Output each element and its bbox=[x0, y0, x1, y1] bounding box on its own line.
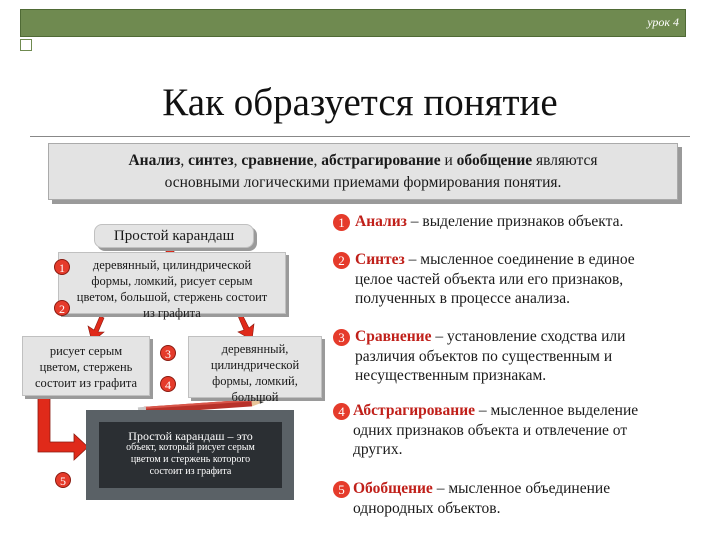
term-text: – выделение признаков объекта. bbox=[406, 213, 624, 230]
term-name: Сравнение bbox=[355, 328, 432, 345]
intro-sep: , bbox=[313, 152, 322, 169]
term-text: – мысленное соединение в единое bbox=[404, 251, 635, 268]
intro-sep: , bbox=[180, 152, 189, 169]
term-text: различия объектов по существенным и bbox=[355, 347, 613, 365]
nonessential-features-box bbox=[188, 336, 322, 404]
intro-term: синтез bbox=[188, 152, 234, 169]
step-number-4: 4 bbox=[160, 376, 176, 392]
intro-term: сравнение bbox=[241, 152, 314, 169]
concept-line: Простой карандаш – это bbox=[128, 429, 253, 443]
step-number-1: 1 bbox=[54, 259, 70, 275]
concept-box bbox=[99, 422, 282, 488]
intro-term: Анализ bbox=[128, 152, 181, 169]
term-abstraction bbox=[353, 401, 638, 460]
arrow-box2-to-final bbox=[38, 398, 88, 460]
intro-sep: , bbox=[233, 152, 242, 169]
nonessential-line: формы, ломкий, bbox=[212, 374, 298, 388]
term-text: целое частей объекта или его признаков, bbox=[355, 270, 624, 288]
term-text: одних признаков объекта и отвлечение от bbox=[353, 421, 628, 439]
intro-sep: являются bbox=[532, 152, 598, 169]
lesson-label: урок 4 bbox=[647, 15, 679, 29]
term-name: Синтез bbox=[355, 251, 405, 268]
analysis-line: из графита bbox=[143, 306, 201, 320]
page-title: Как образуется понятие bbox=[162, 81, 558, 124]
term-generalization bbox=[353, 479, 610, 518]
intro-sep: и bbox=[440, 152, 457, 169]
analysis-line: цветом, большой, стержень состоит bbox=[76, 290, 268, 304]
term-name: Абстрагирование bbox=[353, 402, 476, 419]
term-text: полученных в процессе анализа. bbox=[355, 290, 570, 307]
step-number-2: 2 bbox=[54, 300, 70, 316]
term-number-5: 5 bbox=[333, 481, 350, 498]
term-name: Обобщение bbox=[353, 480, 433, 497]
intro-term: абстрагирование bbox=[321, 152, 441, 169]
term-number-3: 3 bbox=[333, 329, 350, 346]
concept-line: объект, который рисует серым bbox=[126, 442, 255, 453]
concept-line: цветом и стержень которого bbox=[130, 454, 251, 465]
step-number-3: 3 bbox=[160, 345, 176, 361]
step-number-5: 5 bbox=[55, 472, 71, 488]
intro-term: обобщение bbox=[456, 152, 533, 169]
essential-line: состоит из графита bbox=[34, 376, 138, 390]
essential-line: рисует серым bbox=[49, 344, 123, 358]
term-text: – установление сходства или bbox=[431, 328, 626, 345]
term-text: несущественным признакам. bbox=[355, 367, 547, 384]
term-text: однородных объектов. bbox=[353, 499, 501, 517]
analysis-box bbox=[58, 252, 286, 320]
term-text: – мысленное выделение bbox=[475, 402, 639, 419]
term-text: других. bbox=[353, 441, 403, 458]
term-number-4: 4 bbox=[333, 403, 350, 420]
term-analysis bbox=[355, 212, 623, 232]
term-number-2: 2 bbox=[333, 252, 350, 269]
term-number-1: 1 bbox=[333, 214, 350, 231]
term-text: – мысленное объединение bbox=[432, 480, 611, 497]
term-synthesis bbox=[355, 250, 635, 309]
intro-line-2: основными логическими приемами формирования понятия. bbox=[164, 174, 562, 191]
essential-features-box bbox=[22, 336, 150, 396]
nonessential-line: деревянный, bbox=[221, 342, 289, 356]
term-comparison bbox=[355, 327, 625, 386]
pencil-label: Простой карандаш bbox=[94, 224, 254, 248]
essential-line: цветом, стержень bbox=[39, 360, 133, 374]
term-name: Анализ bbox=[355, 213, 407, 230]
concept-line: состоит из графита bbox=[149, 466, 232, 477]
nonessential-line: цилиндрической bbox=[210, 358, 300, 372]
analysis-line: деревянный, цилиндрической bbox=[92, 258, 252, 272]
analysis-line: формы, ломкий, рисует серым bbox=[91, 274, 253, 288]
nonessential-line: большой bbox=[231, 390, 279, 404]
